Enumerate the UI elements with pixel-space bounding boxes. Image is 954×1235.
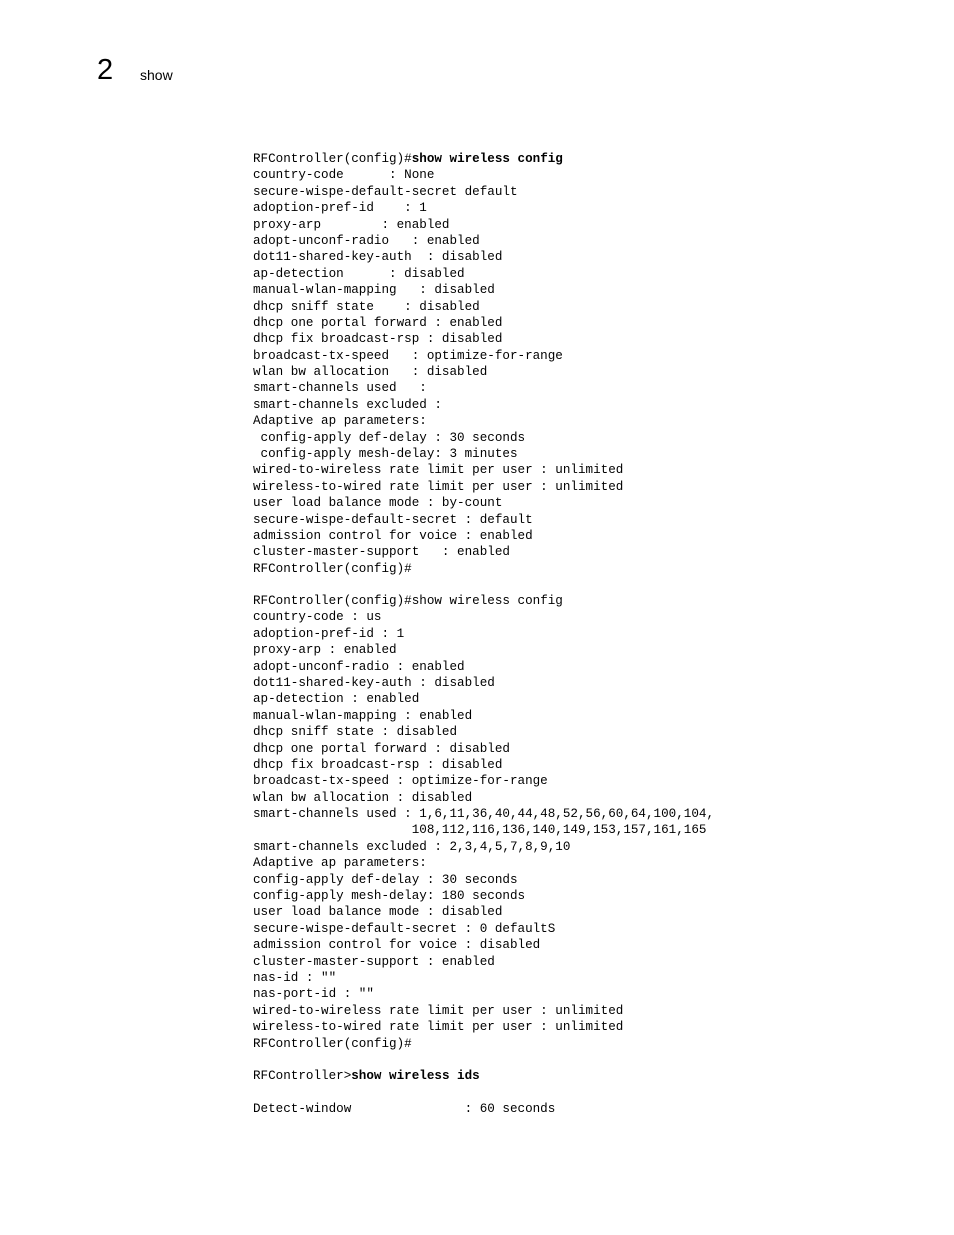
chapter-title: show [140,67,173,83]
output-line: broadcast-tx-speed : optimize-for-range [253,774,548,789]
output-line: wired-to-wireless rate limit per user : unlimited [253,463,624,478]
output-line: smart-channels excluded : 2,3,4,5,7,8,9,10 [253,839,571,854]
cli-command: show wireless ids [351,1069,480,1083]
output-line: nas-id : "" [253,970,337,985]
output-line: proxy-arp : enabled [253,217,450,232]
output-line: Adaptive ap parameters: [253,856,427,871]
output-line: smart-channels used : [253,381,427,396]
output-line [253,1084,555,1100]
output-line: secure-wispe-default-secret default [253,184,518,199]
output-line: wlan bw allocation : disabled [253,365,488,380]
output-line: dhcp one portal forward : enabled [253,315,503,330]
output-line: manual-wlan-mapping : disabled [253,283,495,298]
output-line: 108,112,116,136,140,149,153,157,161,165 [253,823,707,838]
command-line [253,1068,555,1084]
output-line: proxy-arp : enabled [253,643,397,658]
code-block-show-wireless-config-2 [253,593,714,1052]
output-line: smart-channels used : 1,6,11,36,40,44,48,52,56,60,64,100,104, [253,807,715,822]
code-block-show-wireless-ids [253,1068,555,1117]
output-line: adoption-pref-id : 1 [253,201,427,216]
output-line: smart-channels excluded : [253,397,442,412]
output-line: config-apply mesh-delay: 180 seconds [253,889,526,904]
output-line: adopt-unconf-radio : enabled [253,659,465,674]
chapter-number: 2 [97,54,114,86]
command-line [253,593,714,609]
output-line: dhcp one portal forward : disabled [253,741,510,756]
output-line: dot11-shared-key-auth : disabled [253,675,495,690]
output-line: cluster-master-support : enabled [253,954,495,969]
output-line: config-apply mesh-delay: 3 minutes [253,447,518,462]
output-line: cluster-master-support : enabled [253,545,510,560]
output-line: nas-port-id : "" [253,987,374,1002]
output-line: manual-wlan-mapping : enabled [253,708,473,723]
output-line: secure-wispe-default-secret : default [253,512,533,527]
output-line: ap-detection : disabled [253,266,465,281]
output-line: wlan bw allocation : disabled [253,790,473,805]
output-line: broadcast-tx-speed : optimize-for-range [253,348,563,363]
cli-command: show wireless config [411,152,563,166]
output-line: adopt-unconf-radio : enabled [253,233,480,248]
output-line: Adaptive ap parameters: [253,414,427,429]
output-line: admission control for voice : disabled [253,938,541,953]
output-line: country-code : us [253,610,382,625]
output-line: user load balance mode : by-count [253,496,503,511]
output-line: user load balance mode : disabled [253,905,503,920]
output-line: dhcp fix broadcast-rsp : disabled [253,757,503,772]
cli-prompt: RFController(config)# [253,152,412,166]
output-line: config-apply def-delay : 30 seconds [253,872,518,887]
output-line: wired-to-wireless rate limit per user : unlimited [253,1003,624,1018]
cli-command: show wireless config [411,594,563,608]
cli-prompt: RFController> [253,1069,352,1083]
code-block-show-wireless-config-1 [253,151,623,577]
cli-prompt: RFController(config)# [253,594,412,608]
command-line [253,151,623,167]
output-line: secure-wispe-default-secret : 0 defaultS [253,921,556,936]
output-line: wireless-to-wired rate limit per user : unlimited [253,479,624,494]
output-line: config-apply def-delay : 30 seconds [253,430,526,445]
output-line: RFController(config)# [253,561,412,576]
output-line: country-code : None [253,168,435,183]
output-line: RFController(config)# [253,1036,412,1051]
output-line: Detect-window : 60 seconds [253,1101,556,1116]
output-line: dot11-shared-key-auth : disabled [253,250,503,265]
output-line: dhcp sniff state : disabled [253,725,458,740]
output-line: dhcp sniff state : disabled [253,299,480,314]
output-line: wireless-to-wired rate limit per user : unlimited [253,1020,624,1035]
output-line: admission control for voice : enabled [253,528,533,543]
output-line: ap-detection : enabled [253,692,420,707]
output-line: adoption-pref-id : 1 [253,626,405,641]
output-line: dhcp fix broadcast-rsp : disabled [253,332,503,347]
